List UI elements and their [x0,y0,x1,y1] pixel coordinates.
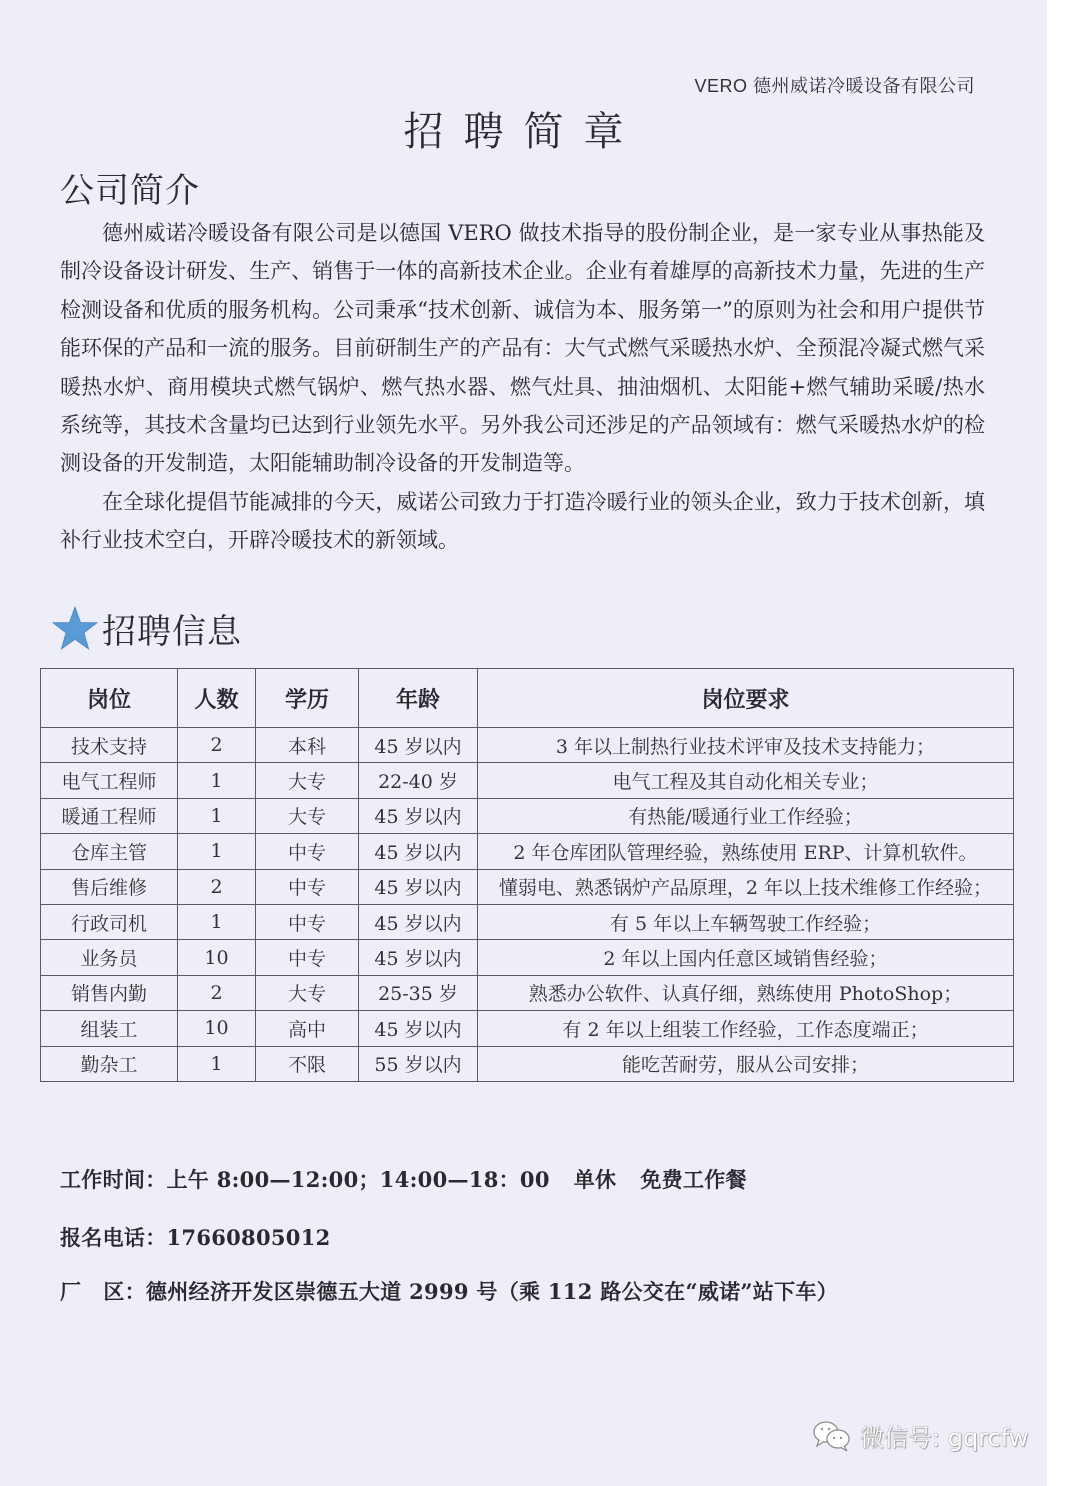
cell-position: 行政司机 [41,904,178,939]
phone-label: 报名电话： [60,1225,167,1250]
table-row [41,904,1014,939]
cell-education: 高中 [256,1011,359,1046]
section-heading-company-intro: 公司简介 [60,171,200,211]
cell-age: 45 岁以内 [359,798,478,833]
cell-education: 中专 [256,904,359,939]
table-row [41,975,1014,1010]
intro-paragraph: 在全球化提倡节能减排的今天，威诺公司致力于打造冷暖行业的领头企业，致力于技术创新，填补行业技术空白，开辟冷暖技术的新领域。 [60,489,985,553]
cell-position: 勤杂工 [41,1046,178,1081]
cell-position: 组装工 [41,1011,178,1046]
table-row [41,798,1014,833]
section-heading-recruitment: 招聘信息 [102,612,242,652]
cell-position: 售后维修 [41,869,178,904]
work-hours-line [60,1164,747,1194]
table-row [41,763,1014,798]
cell-age: 45 岁以内 [359,940,478,975]
cell-position: 业务员 [41,940,178,975]
cell-position: 暖通工程师 [41,798,178,833]
cell-education: 中专 [256,834,359,869]
phone-number: 17660805012 [166,1225,331,1250]
cell-requirements: 能吃苦耐劳，服从公司安排； [478,1046,1014,1081]
job-table [40,668,1014,1082]
cell-education: 大专 [256,763,359,798]
cell-age: 22-40 岁 [359,763,478,798]
meal-benefit: 免费工作餐 [640,1167,747,1192]
address-value: 德州经济开发区崇德五大道 2999 号（乘 112 路公交在“威诺”站下车） [145,1279,839,1304]
wechat-icon [812,1420,852,1452]
header-requirements: 岗位要求 [478,669,1014,728]
cell-headcount: 2 [178,869,256,904]
phone-line [60,1222,331,1252]
work-hours-value: 上午 8:00—12:00；14:00—18：00 [166,1167,550,1192]
cell-requirements: 电气工程及其自动化相关专业； [478,763,1014,798]
work-hours-label: 工作时间： [60,1167,167,1192]
cell-age: 25-35 岁 [359,975,478,1010]
document-title: 招聘简章 [403,109,644,155]
cell-headcount: 10 [178,1011,256,1046]
header-position: 岗位 [41,669,178,728]
cell-requirements: 有 2 年以上组装工作经验，工作态度端正； [478,1011,1014,1046]
header-education: 学历 [256,669,359,728]
cell-headcount: 2 [178,975,256,1010]
cell-position: 销售内勤 [41,975,178,1010]
cell-requirements: 有热能/暖通行业工作经验； [478,798,1014,833]
cell-headcount: 1 [178,798,256,833]
wechat-id-text: 微信号: gqrcfw [860,1424,1029,1452]
cell-education: 中专 [256,869,359,904]
table-row [41,940,1014,975]
cell-age: 45 岁以内 [359,1011,478,1046]
cell-age: 45 岁以内 [359,728,478,763]
cell-headcount: 1 [178,834,256,869]
table-header-row [41,669,1014,728]
cell-age: 55 岁以内 [359,1046,478,1081]
address-label-part1: 厂 [60,1279,82,1304]
cell-position: 技术支持 [41,728,178,763]
cell-education: 大专 [256,798,359,833]
star-icon [52,606,98,650]
cell-headcount: 1 [178,763,256,798]
address-label-part2: 区： [103,1279,146,1304]
cell-age: 45 岁以内 [359,834,478,869]
cell-requirements: 熟悉办公软件、认真仔细，熟练使用 PhotoShop； [478,975,1014,1010]
cell-education: 大专 [256,975,359,1010]
cell-headcount: 1 [178,1046,256,1081]
cell-requirements: 2 年仓库团队管理经验，熟练使用 ERP、计算机软件。 [478,834,1014,869]
cell-education: 不限 [256,1046,359,1081]
cell-requirements: 有 5 年以上车辆驾驶工作经验； [478,904,1014,939]
cell-requirements: 懂弱电、熟悉锅炉产品原理，2 年以上技术维修工作经验； [478,869,1014,904]
company-name-header: VERO 德州威诺冷暖设备有限公司 [694,76,975,96]
address-line [60,1276,838,1306]
rest-policy: 单休 [573,1167,617,1192]
cell-headcount: 2 [178,728,256,763]
intro-paragraph: 德州威诺冷暖设备有限公司是以德国 VERO 做技术指导的股份制企业，是一家专业从事热能及制冷设备设计研发、生产、销售于一体的高新技术企业。企业有着雄厚的高新技术力量，先进的生产检测设备和优质的服务机构。公司秉承“技术创新、诚信为本、服务第一”的原则为社会和用户提供节能环保的产品和一流的服务。目前研制生产的产品有：大气式燃气采暖热水炉、全预混冷凝式燃气采暖热水炉、商用模块式燃气锅炉、燃气热水器、燃气灶具、抽油烟机、太阳能+燃气辅助采暖/热水系统等，其技术含量均已达到行业领先水平。另外我公司还涉足的产品领域有：燃气采暖热水炉的检测设备的开发制造，太阳能辅助制冷设备的开发制造等。 [60,221,985,476]
table-row [41,834,1014,869]
cell-headcount: 10 [178,940,256,975]
cell-education: 本科 [256,728,359,763]
cell-requirements: 3 年以上制热行业技术评审及技术支持能力； [478,728,1014,763]
table-row [41,728,1014,763]
wechat-watermark [812,1418,1028,1453]
cell-headcount: 1 [178,904,256,939]
cell-position: 电气工程师 [41,763,178,798]
table-row [41,1011,1014,1046]
cell-age: 45 岁以内 [359,869,478,904]
header-age: 年龄 [359,669,478,728]
cell-age: 45 岁以内 [359,904,478,939]
cell-position: 仓库主管 [41,834,178,869]
table-row [41,1046,1014,1081]
cell-requirements: 2 年以上国内任意区域销售经验； [478,940,1014,975]
cell-education: 中专 [256,940,359,975]
header-headcount: 人数 [178,669,256,728]
table-row [41,869,1014,904]
company-intro-body [60,214,985,560]
